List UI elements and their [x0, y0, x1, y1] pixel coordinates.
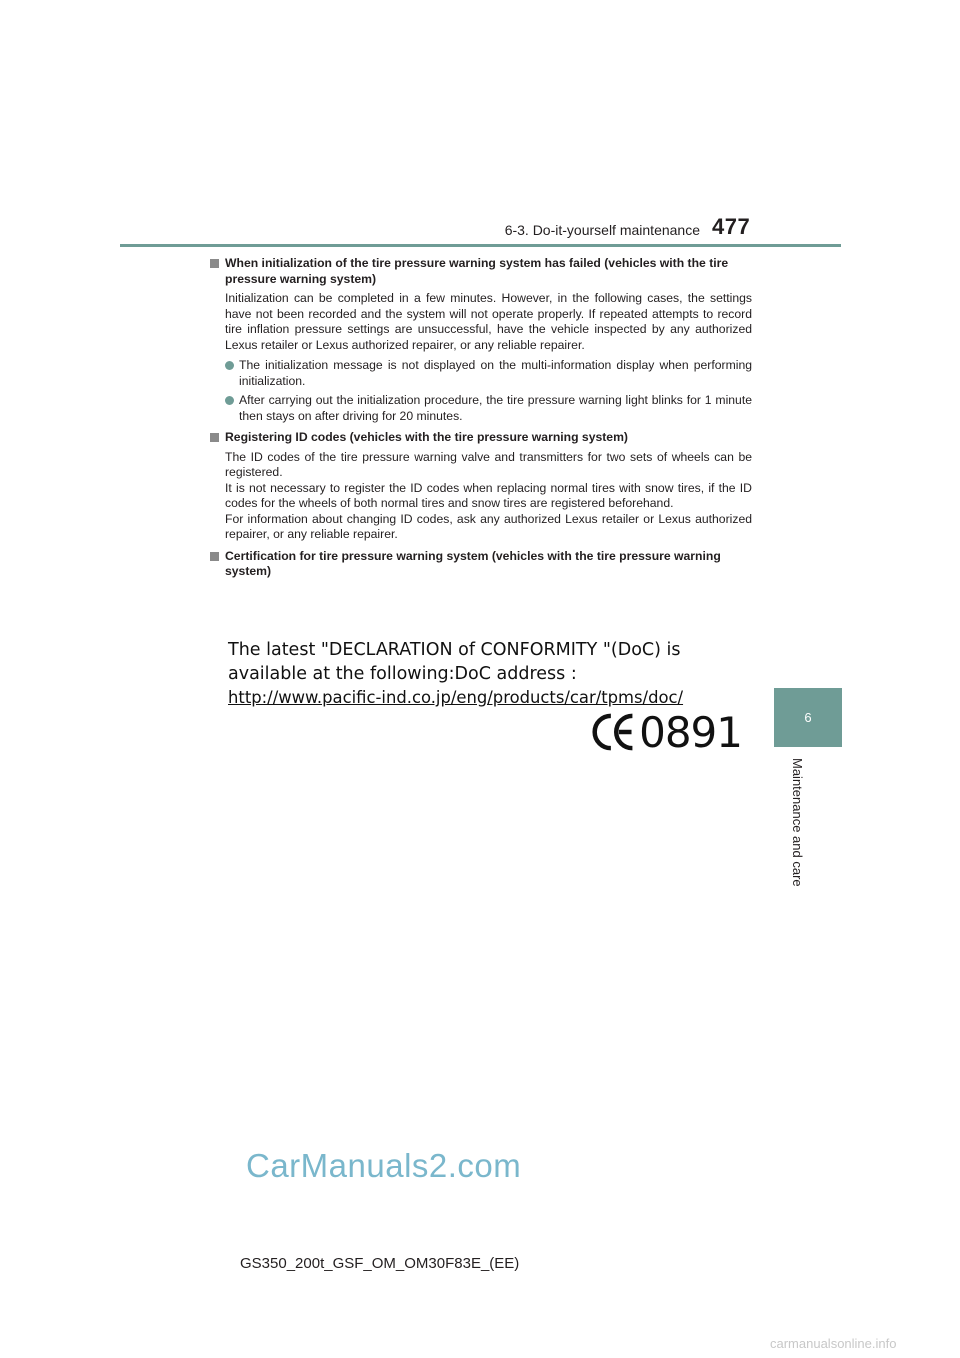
paragraph: Initialization can be completed in a few minutes. However, in the following cases, the settings have not been recorded and the system will not operate properly. If repeated attempts to record tire inflation pressure settings are unsuccessful, have the vehicle inspected by any authorized Lexus retailer or Lexus authorized repairer, or any reliable repairer. — [225, 291, 752, 352]
section-init-failed — [210, 256, 752, 424]
list-item — [210, 393, 752, 424]
square-bullet-icon — [210, 433, 219, 442]
section-heading-text: Registering ID codes (vehicles with the tire pressure warning system) — [225, 430, 628, 444]
page-number: 477 — [712, 214, 751, 239]
footer-site: carmanualsonline.info — [770, 1336, 897, 1351]
declaration-of-conformity — [228, 638, 768, 710]
square-bullet-icon — [210, 552, 219, 561]
declaration-line: The latest "DECLARATION of CONFORMITY "(DoC) is — [228, 640, 681, 660]
paragraph: The ID codes of the tire pressure warning valve and transmitters for two sets of wheels can be registered. — [225, 449, 752, 479]
section-heading — [210, 256, 752, 287]
manual-code: GS350_200t_GSF_OM_OM30F83E_(EE) — [240, 1255, 520, 1272]
section-title: 6-3. Do-it-yourself maintenance — [504, 222, 700, 238]
ce-mark — [592, 708, 742, 756]
notified-body-number: 0891 — [639, 707, 742, 757]
list-item — [210, 358, 752, 389]
main-content — [210, 256, 752, 586]
section-heading-text: Certification for tire pressure warning system (vehicles with the tire pressure warning system) — [225, 548, 721, 578]
section-registering-id — [210, 430, 752, 543]
paragraph: For information about changing ID codes, ask any authorized Lexus retailer or Lexus authorized repairer, or any reliable repairer. — [225, 511, 752, 541]
round-bullet-icon — [225, 361, 234, 370]
section-body — [210, 291, 752, 353]
section-body — [210, 450, 752, 543]
list-item-text: The initialization message is not displayed on the multi-information display when performing initialization. — [239, 358, 752, 388]
watermark: CarManuals2.com — [246, 1147, 522, 1184]
square-bullet-icon — [210, 259, 219, 268]
ce-logo-icon — [592, 710, 635, 754]
declaration-line: available at the following:DoC address : — [228, 664, 577, 684]
chapter-label: Maintenance and care — [790, 758, 805, 887]
section-heading — [210, 430, 752, 446]
list-item-text: After carrying out the initialization procedure, the tire pressure warning light blinks for 1 minute then stays on after driving for 20 minutes. — [239, 393, 752, 423]
header-divider — [120, 244, 841, 247]
section-certification — [210, 549, 752, 580]
chapter-number: 6 — [804, 710, 812, 725]
round-bullet-icon — [225, 396, 234, 405]
paragraph: It is not necessary to register the ID codes when replacing normal tires with snow tires, if the ID codes for the wheels of both normal tires and snow tires are registered beforehand. — [225, 480, 752, 510]
declaration-url-link[interactable]: http://www.pacific-ind.co.jp/eng/products/car/tpms/doc/ — [228, 688, 684, 707]
section-heading-text: When initialization of the tire pressure warning system has failed (vehicles with the tire pressure warning system) — [225, 256, 729, 286]
chapter-tab[interactable] — [774, 688, 842, 747]
section-heading — [210, 549, 752, 580]
